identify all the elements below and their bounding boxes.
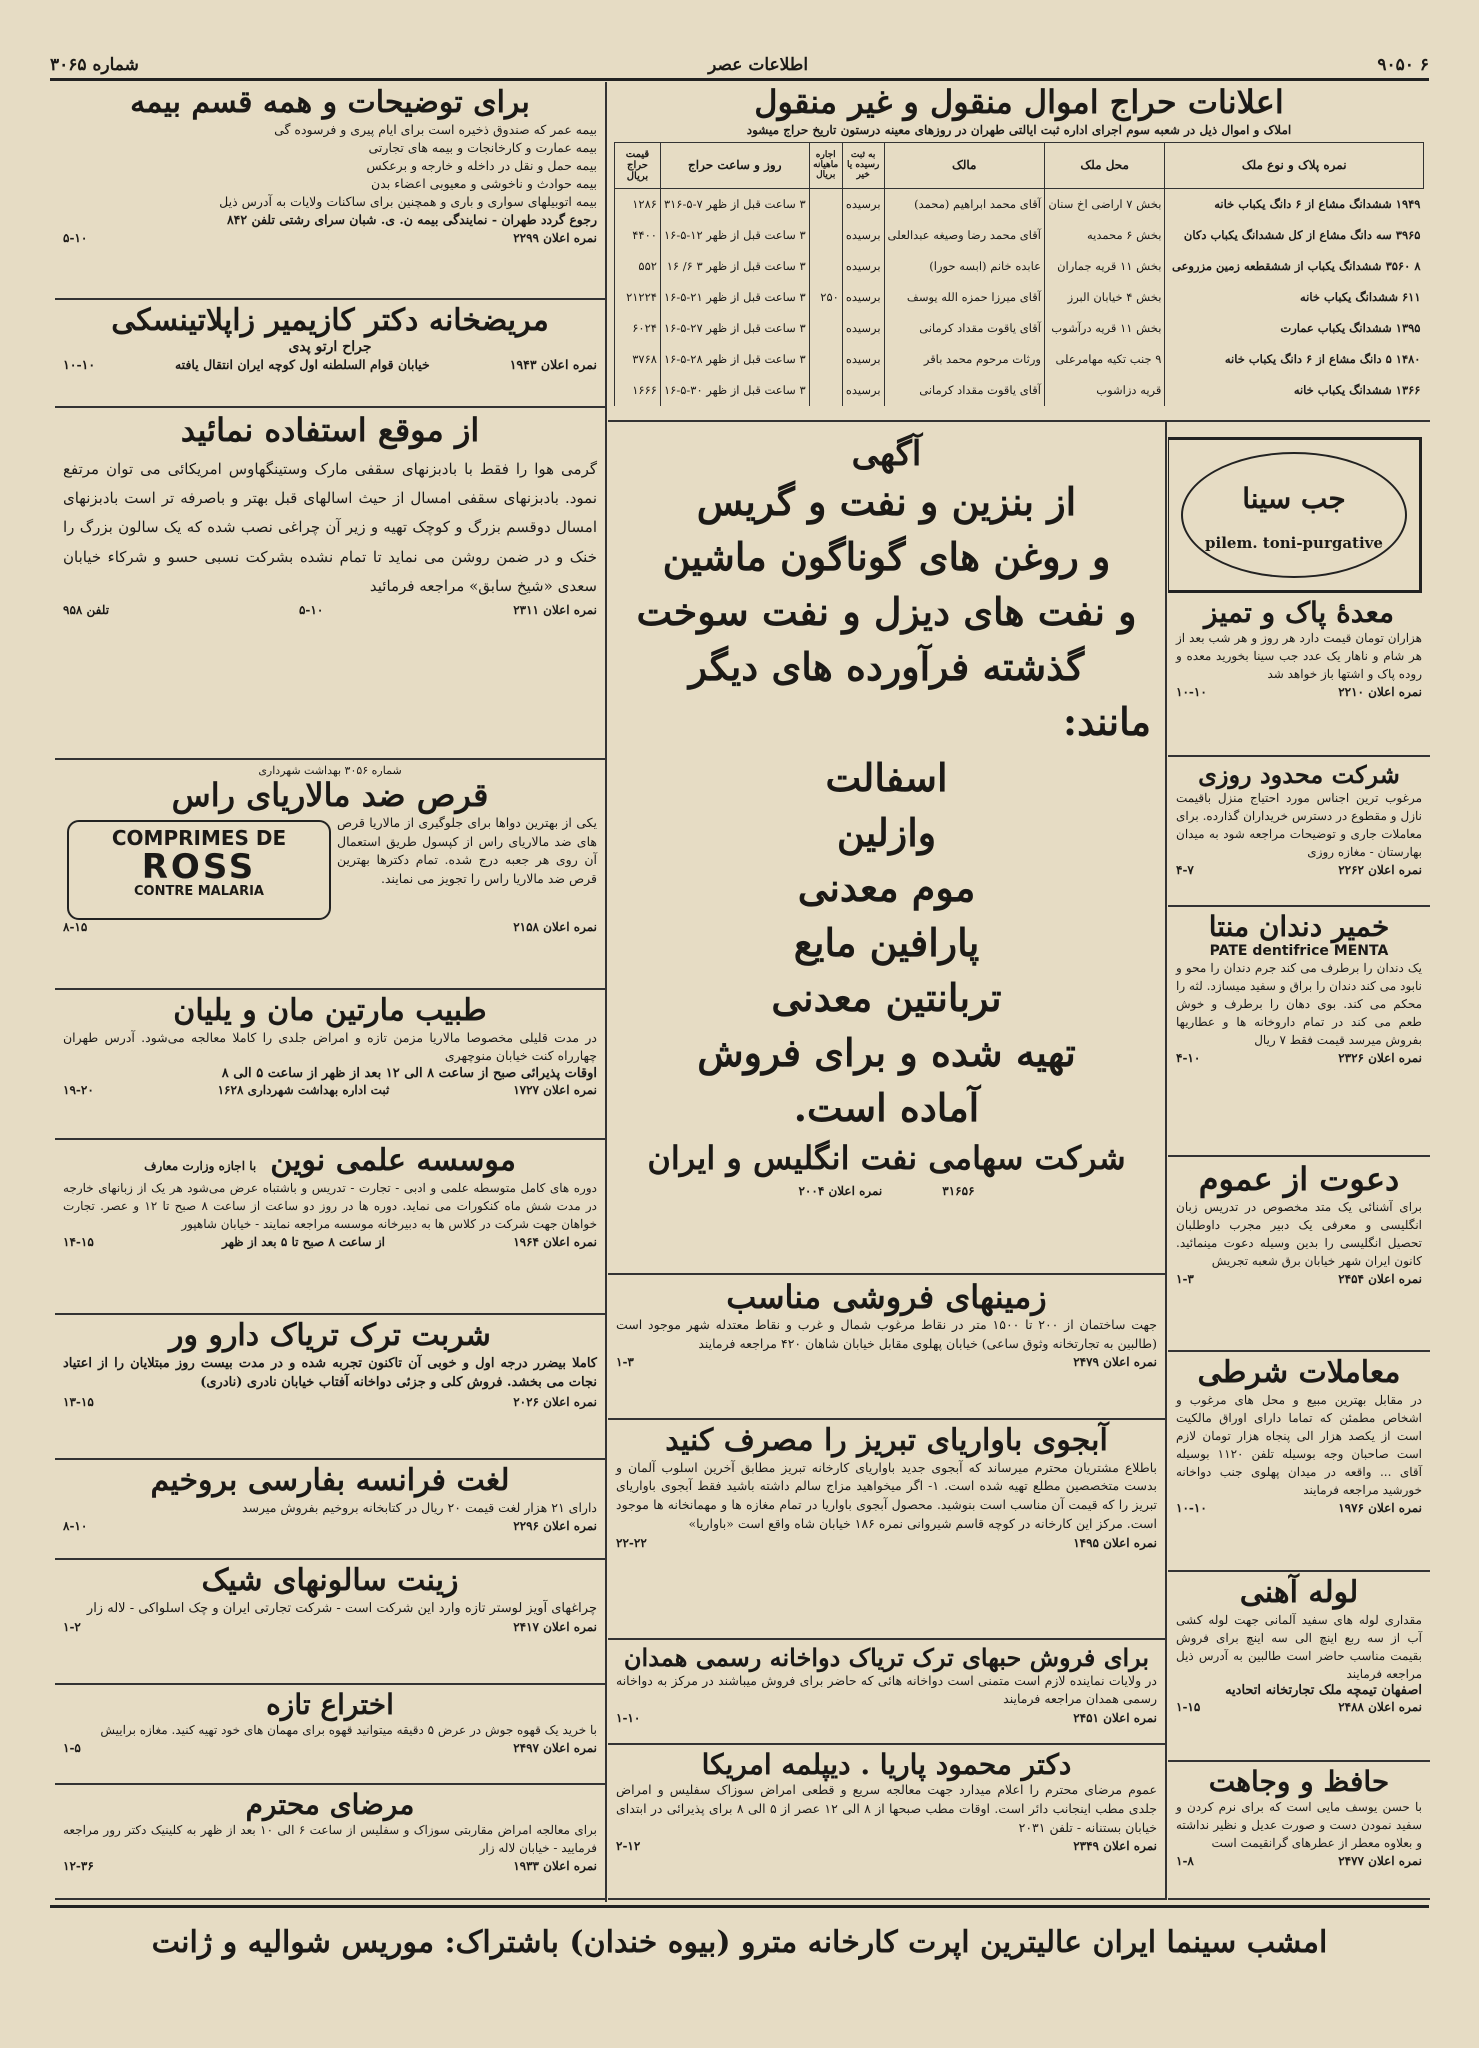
paper-name: اطلاعات عصر [708, 55, 809, 75]
ad-number: نمره اعلان ۱۹۷۶ [1338, 1500, 1422, 1515]
pipe-address: اصفهان تیمچه ملک تجارتخانه اتحادیه [1225, 1682, 1422, 1698]
mahdud-title: شرکت محدود روزی [1198, 760, 1400, 789]
col-time: روز و ساعت حراج [660, 142, 809, 188]
toothpaste-latin: PATE dentifrice MENTA [1209, 943, 1389, 960]
oil-company-ad: آگهی از بنزین و نفت و گریس و روغن های گوناگون ماشین و نفت های دیزل و نفت سوخت گذشته فرآورده های دیگر مانند: اسفالت وازلین موم معدنی پارافین مایع تربانتین معدنی تهیه شده و برای فروش آماده است. شرکت سهامی نفت انگلیس و ایران ۳۱۶۵۶ نمره اعلان ۲۰۰۴ [608, 425, 1165, 1275]
ad-number: نمره اعلان ۲۲۱۰ [1338, 685, 1422, 700]
ad-number: نمره اعلان ۲۳۴۹ [1073, 1839, 1157, 1854]
invention-title: اختراع تازه [266, 1688, 394, 1721]
hospital-ad: مریضخانه دکتر کازیمیر زاپلاتینسکی جراح ارتو پدی نمره اعلان ۱۹۴۳ خیابان قوام السلطنه اول کوچه ایران انتقال یافته ۱۰-۱۰ [55, 300, 605, 408]
insurance-title: برای توضیحات و همه قسم بیمه [130, 85, 530, 120]
oil-heading: آگهی [851, 434, 922, 474]
fans-title: از موقع استفاده نمائید [180, 411, 480, 449]
sina-text: هزاران تومان قیمت دارد هر روز و هر شب بعد از هر شام و ناهار یک عدد جب سینا بخورید معده و روده پاک و اشتها باز خواهد شد [1176, 631, 1422, 682]
malaria-text: یکی از بهترین دواها برای جلوگیری از مالاریا قرص های ضد مالاریای راس از کپسول طریق استعمال آن روی هر جعبه درج شده. تمام دکترها بهترین قرص ضد مالاریا راس را تجویز می نمایند. [337, 814, 597, 887]
col-owner: مالک [884, 142, 1044, 188]
ad-number: نمره اعلان ۲۴۷۹ [1073, 1355, 1157, 1370]
dictionary-ad: لغت فرانسه بفارسی بروخیم دارای ۲۱ هزار لغت قیمت ۲۰ ریال در کتابخانه بروخیم بفروش میرسد نمره اعلان ۲۲۹۶ ۸-۱۰ [55, 1460, 605, 1560]
ad-number: نمره اعلان ۲۴۹۷ [513, 1741, 597, 1756]
fans-ad: از موقع استفاده نمائید گرمی هوا را فقط با بادبزنهای سقفی مارک وستینگهاوس امریکائی می توان مرتفع نمود. بادبزنهای سقفی امسال از حیث اسالهای قبل بهتر و باصرفه تر است بادبزنهای امسال دوقسم بزرگ و کوچک تهیه و زیر آن چراغی نصب شده که یک سالون بزرگ را خنک و در ضمن روشن می نماید تا تمام نشده بشرکت نسبی حسو و شرکاء خیابان سعدی «شیخ سابق» مراجعه فرمائید نمره اعلان ۲۳۱۱ ۵-۱۰ تلفن ۹۵۸ [55, 408, 605, 760]
doctor-pariya-ad: دکتر محمود پاریا . دیپلمه امریکا عموم مرضای محترم را اعلام میدارد جهت معالجه سریع و قطعی امراض سوزاک سفلیس و امراض جلدی مطب اینجانب دائر است. اوقات مطب صبحها از ۸ الی ۱۲ عصر از ۵ الی ۸ برای پذیرائی در ابتدای خیابان بستنانه - تلفن ۲۰۳۱ نمره اعلان ۲۳۴۹ ۲-۱۲ [608, 1745, 1165, 1900]
doctor-martin-ad: طبیب مارتین مان و یلیان در مدت قلیلی مخصوصا مالاریا مزمن تازه و امراض جلدی را کاملا معالجه می‌شود. آدرس طهران چهارراه کنت خیابان منوچهری اوقات پذیرائی صبح از ساعت ۸ الی ۱۲ بعد از ظهر از ساعت ۵ الی ۸ نمره اعلان ۱۷۲۷ ثبت اداره بهداشت شهرداری ۱۶۲۸ ۱۹-۲۰ [55, 990, 605, 1140]
opium-syrup-text: کاملا بیضرر درجه اول و خوبی آن تاکنون تجربه شده و در مدت بیست روز مبتلایان را از اعتیاد نجات می بخشد. فروش کلی و جزئی دواخانه آفتاب خیابان نادری (نادری) [63, 1355, 597, 1390]
invitation-ad: دعوت از عموم برای آشنائی یک متد مخصوص در تدریس زبان انگلیسی و معرفی یک دبیر مجرب داوطلبان تحصیل انگلیسی را بدین وسیله دعوت مینمائید. کانون ایران شهر خیابان برق شعبه تجریش نمره اعلان ۲۴۵۴ ۱-۳ [1168, 1157, 1430, 1352]
table-row: ۶۱۱ ششدانگ یکباب خانه بخش ۴ خیابان البرز آقای میرزا حمزه الله یوسف برسیده ۲۵۰ ۳ ساعت قبل از ظهر ۲۱-۵-۱۶ ۲۱۲۲۴ [615, 282, 1424, 313]
invitation-title: دعوت از عموم [1198, 1160, 1400, 1198]
institute-tag: با اجازه وزارت معارف [144, 1159, 257, 1173]
pipe-ad: لوله آهنی مقداری لوله های سفید آلمانی جهت لوله کشی آب از سه ربع اینچ الی سه اینچ برای فروش بقیمت مناسب حاضر است طالبین به آدرس ذیل مراجعه فرمایند اصفهان تیمچه ملک تجارتخانه اتحادیه نمره اعلان ۲۴۸۸ ۱-۱۵ [1168, 1572, 1430, 1762]
col-price: قیمت حراج بریال [615, 142, 661, 188]
ad-number: نمره اعلان ۲۳۲۶ [1338, 1051, 1422, 1066]
hospital-subtitle: جراح ارتو پدی [288, 338, 372, 355]
beer-title: آبجوی باواریای تبریز را مصرف کنید [665, 1423, 1108, 1458]
land-text: جهت ساختمان از ۲۰۰ تا ۱۵۰۰ متر در نقاط مرغوب شمال و غرب و نقاط معتدله شهر موجود است (طالبین به تجارتخانه وثوق ساعی) خیابان پهلوی مقابل خیابان شاهان ۴۲۰ مراجعه فرمایند [616, 1316, 1158, 1351]
hafez-ad: حافظ و وجاهت با حسن یوسف مایی است که برای نرم کردن و سفید نمودن دست و صورت عدیل و نظیر نداشته و بعلاوه معطر از عطرهای گرانقیمت است نمره اعلان ۲۴۷۷ ۱-۸ [1168, 1762, 1430, 1900]
toothpaste-title: خمیر دندان منتا [1208, 910, 1390, 943]
opium-sale-text: در ولایات نماینده لازم است متمنی است دواخانه هائی که حاضر برای فروش میباشند در مرکز به دواخانه رسمی همدان مراجعه فرمایند [616, 1672, 1157, 1707]
auction-intro: املاک و اموال ذیل در شعبه سوم اجرای اداره ثبت ایالتی طهران در روزهای معینه درستون تاریخ حراج میشود [746, 122, 1292, 137]
sina-stamp-latin: pilem. toni-purgative [1205, 534, 1383, 552]
patients-text: برای معالجه امراض مقاربتی سوزاک و سفلیس از ساعت ۶ الی ۱۰ بعد از ظهر به کلینیک دکتر رور مراجعه فرمایید - خیابان لاله زار [63, 1823, 598, 1856]
doctor-martin-hours: اوقات پذیرائی صبح از ساعت ۸ الی ۱۲ بعد از ظهر از ساعت ۵ الی ۸ [221, 1066, 597, 1081]
table-row: ۱۴۸۰ ۵ دانگ مشاع از ۶ دانگ یکباب خانه ۹ جنب تکیه مهامرعلی ورثات مرحوم محمد باقر برسیده ۳ ساعت قبل از ظهر ۲۸-۵-۱۶ ۳۷۶۸ [615, 344, 1424, 375]
column-divider [1165, 420, 1167, 1900]
trade-ad: معاملات شرطی در مقابل بهترین مبیع و محل های مرغوب و اشخاص مطمئن که تماما دارای اوراق مالکیت است از یکصد هزار الی پنجاه هزار تومان لازم است صاحبان وجه بوسیله تلفن ۱۱۲۰ بوسیله آقای ... واقعه در میدان پهلوی جنب دواخانه خورشید مراجعه فرمایند نمره اعلان ۱۹۷۶ ۱۰-۱۰ [1168, 1352, 1430, 1572]
malaria-ad: شماره ۳۰۵۶ بهداشت شهرداری قرص ضد مالاریای راس COMPRIMES DE ROSS CONTRE MALARIA یکی از بهترین دواها برای جلوگیری از مالاریا قرص های ضد مالاریای راس از کپسول طریق استعمال آن روی هر جعبه درج شده. تمام دکترها بهترین قرص ضد مالاریا راس را تجویز می نمایند. نمره اعلان ۲۱۵۸ ۸-۱۵ [55, 760, 605, 990]
auction-title: اعلانات حراج اموال منقول و غیر منقول [754, 83, 1284, 121]
salons-text: چراغهای آویز لوستر تازه وارد این شرکت است - شرکت تجارتی ایران و چک اسلواکی - لاله زار [86, 1600, 597, 1616]
toothpaste-text: یک دندان را برطرف می کند جرم دندان را محو و نابود می کند دندان را براق و سفید میسازد. لثه را محکم می کند. بوی دهان را برطرف و خوش طعم می کند در تمام داروخانه ها و عطاریها بفروش میرسد قیمت فقط ۷ ریال [1176, 961, 1422, 1048]
doctor-pariya-text: عموم مرضای محترم را اعلام میدارد جهت معالجه سریع و قطعی امراض سوزاک سفلیس و امراض جلدی مطب اینجانب دائر است. اوقات مطب صبحها از ۸ الی ۱۲ عصر از ۵ الی ۸ برای پذیرائی در ابتدای خیابان بستنانه - تلفن ۲۰۳۱ [616, 1782, 1158, 1835]
trade-text: در مقابل بهترین مبیع و محل های مرغوب و اشخاص مطمئن که تماما دارای اوراق مالکیت است از یکصد هزار الی پنجاه هزار تومان لازم است صاحبان وجه بوسیله تلفن ۱۱۲۰ بوسیله آقای ... واقعه در میدان پهلوی جنب دواخانه خورشید مراجعه فرمایند [1176, 1392, 1422, 1497]
ross-pill-label: COMPRIMES DE ROSS CONTRE MALARIA [67, 820, 331, 920]
beer-text: باطلاع مشتریان محترم میرساند که آبجوی جدید باواریای کارخانه تبریز مطابق آخرین اسلوب آلمان و بدست متخصصین مطلع تهیه شده است. ۱- اگر میخواهید مزاج سالم داشته باشید فقط آبجوی باواریای تبریز را که قیمت آن مناسب است بنوشید. محصول آبجوی باواریا در تمام مغازه ها و مهمانخانه ها موجود است. مرکز این کارخانه در کوچه قاسم شیروانی نمره ۱۸۶ خیابان شاه واقع است «باواریا» [616, 1459, 1157, 1531]
insurance-text: بیمه عمر که صندوق ذخیره است برای ایام پیری و فرسوده گی بیمه عمارت و کارخانجات و بیمه های تجارتی بیمه حمل و نقل در داخله و خارجه و برعکس بیمه حوادث و ناخوشی و معیوبی اعضاء بدن بیمه اتوبیلهای سواری و باری و همچنین برای ساکنات ولایات به آدرس ذیل رجوع گردد طهران - نمایندگی بیمه ن. ی. شبان سرای رشتی تلفن ۸۴۲ [219, 121, 597, 228]
salons-ad: زینت سالونهای شیک چراغهای آویز لوستر تازه وارد این شرکت است - شرکت تجارتی ایران و چک اسلواکی - لاله زار نمره اعلان ۲۴۱۷ ۱-۲ [55, 1560, 605, 1685]
oil-line: مانند: [1063, 699, 1151, 745]
trade-title: معاملات شرطی [1197, 1355, 1401, 1390]
oil-company: شرکت سهامی نفت انگلیس و ایران [647, 1139, 1126, 1178]
auction-table [614, 142, 1424, 406]
hafez-title: حافظ و وجاهت [1208, 1765, 1390, 1798]
salons-title: زینت سالونهای شیک [201, 1563, 459, 1598]
institute-text: دوره های کامل متوسطه علمی و ادبی - تجارت - تدریس و باشتباه عرض می‌شود هر یک از زبانهای خارجه در مدت شش ماه کنکورات می نماید. دوره ها در روز دو ساعت از ساعت ۸ صبح تا ۱۲ و عصر. تجارت خواهان جهت شرکت در کلاس ها به دبیرخانه موسسه مراجعه نمایند - خیابان شاهپور [63, 1180, 597, 1231]
table-row: ۱۳۶۶ ششدانگ یکباب خانه قریه دزاشوب آقای یاقوت مقداد کرمانی برسیده ۳ ساعت قبل از ظهر ۳۰-۵-۱۶ ۱۶۶۶ [615, 375, 1424, 406]
hafez-text: با حسن یوسف مایی است که برای نرم کردن و سفید نمودن دست و صورت عدیل و نظیر نداشته و بعلاوه معطر از عطرهای گرانقیمت است [1176, 1800, 1422, 1851]
dictionary-title: لغت فرانسه بفارسی بروخیم [150, 1463, 510, 1498]
table-row: ۳۹۶۵ سه دانگ مشاع از کل ششدانگ یکباب دکان بخش ۶ محمدیه آقای محمد رضا وصیغه عبدالعلی برسیده ۳ ساعت قبل از ظهر ۱۲-۵-۱۶ ۴۴۰۰ [615, 220, 1424, 251]
opium-syrup-ad: شربت ترک تریاک دارو ور کاملا بیضرر درجه اول و خوبی آن تاکنون تجربه شده و در مدت بیست روز مبتلایان را از اعتیاد نجات می بخشد. فروش کلی و جزئی دواخانه آفتاب خیابان نادری (نادری) نمره اعلان ۲۰۲۶ ۱۳-۱۵ [55, 1315, 605, 1460]
footer-text: امشب سینما ایران عالیترین اپرت کارخانه مترو (بیوه خندان) باشتراک: موریس شوالیه و ژانت [151, 1924, 1328, 1960]
sina-stamp [1168, 437, 1422, 593]
opium-syrup-title: شربت ترک تریاک دارو ور [169, 1318, 491, 1353]
ad-number: نمره اعلان ۲۰۲۶ [513, 1394, 597, 1409]
issue-number: شماره ۳۰۶۵ [50, 55, 139, 75]
mahdud-ad: شرکت محدود روزی مرغوب ترین اجناس مورد احتیاج منزل باقیمت نازل و مقطوع در دسترس خریداران گذارده. برای معاملات جاری و توضیحات مراجعه شود به میدان بهارستان - مغازه روزی نمره اعلان ۲۲۶۲ ۴-۷ [1168, 757, 1430, 907]
oil-product: تربانتین معدنی [771, 974, 1002, 1020]
ad-number: نمره اعلان ۲۲۶۲ [1338, 862, 1422, 877]
ad-number: نمره اعلان ۲۲۹۶ [513, 1519, 597, 1534]
sina-ad: جب سینا pilem. toni-purgative معدهٔ پاک و تمیز هزاران تومان قیمت دارد هر روز و هر شب بعد از هر شام و ناهار یک عدد جب سینا بخورید معده و روده پاک و اشتها باز خواهد شد نمره اعلان ۲۲۱۰ ۱۰-۱۰ [1168, 425, 1430, 757]
oil-product: پارافین مایع [793, 919, 980, 965]
oil-closing: تهیه شده و برای فروش [697, 1030, 1076, 1076]
doctor-martin-text: در مدت قلیلی مخصوصا مالاریا مزمن تازه و امراض جلدی را کاملا معالجه می‌شود. آدرس طهران چهارراه کنت خیابان منوچهری [63, 1029, 597, 1064]
patients-ad: مرضای محترم برای معالجه امراض مقاربتی سوزاک و سفلیس از ساعت ۶ الی ۱۰ بعد از ظهر به کلینیک دکتر رور مراجعه فرمایید - خیابان لاله زار نمره اعلان ۱۹۳۳ ۱۲-۳۶ [55, 1785, 605, 1900]
page-header [50, 52, 1429, 81]
auction-ad [608, 82, 1430, 422]
ad-number: نمره اعلان ۲۱۵۸ [513, 919, 597, 934]
institute-ad: موسسه علمی نوین با اجازه وزارت معارف دوره های کامل متوسطه علمی و ادبی - تجارت - تدریس و باشتباه عرض می‌شود هر یک از زبانهای خارجه در مدت شش ماه کنکورات می نماید. دوره ها در روز دو ساعت از ساعت ۸ صبح تا ۱۲ و عصر. تجارت خواهان جهت شرکت در کلاس ها به دبیرخانه موسسه مراجعه نمایند - خیابان شاهپور نمره اعلان ۱۹۶۴ از ساعت ۸ صبح تا ۵ بعد از ظهر ۱۴-۱۵ [55, 1140, 605, 1315]
ad-number: نمره اعلان ۲۴۵۴ [1338, 1271, 1422, 1286]
oil-product: وازلین [836, 809, 937, 855]
land-title: زمینهای فروشی مناسب [726, 1278, 1047, 1316]
column-divider [605, 82, 607, 1902]
pipe-title: لوله آهنی [1239, 1575, 1359, 1610]
doctor-pariya-title: دکتر محمود پاریا . دیپلمه امریکا [701, 1748, 1072, 1781]
ad-number: نمره اعلان ۲۴۸۸ [1338, 1699, 1422, 1714]
institute-title: موسسه علمی نوین [270, 1143, 516, 1178]
oil-line: و نفت های دیزل و نفت سوخت [636, 589, 1137, 635]
ad-number: نمره اعلان ۲۴۵۱ [1073, 1711, 1157, 1726]
phone-number: تلفن ۹۵۸ [63, 603, 110, 618]
ad-number: نمره اعلان ۲۲۹۹ [513, 231, 597, 246]
insurance-ad: برای توضیحات و همه قسم بیمه بیمه عمر که صندوق ذخیره است برای ایام پیری و فرسوده گی بیمه عمارت و کارخانجات و بیمه های تجارتی بیمه حمل و نقل در داخله و خارجه و برعکس بیمه حوادث و ناخوشی و معیوبی اعضاء بدن بیمه اتوبیلهای سواری و باری و همچنین برای ساکنات ولایات به آدرس ذیل رجوع گردد طهران - نمایندگی بیمه ن. ی. شبان سرای رشتی تلفن ۸۴۲ نمره اعلان ۲۲۹۹ ۵-۱۰ [55, 82, 605, 300]
invention-text: با خرید یک قهوه جوش در عرض ۵ دقیقه میتوانید قهوه برای مهمان های خود تهیه کنید. مغازه براییش [100, 1723, 597, 1738]
oil-line: از بنزین و نفت و گریس [696, 479, 1077, 525]
doctor-martin-title: طبیب مارتین مان و یلیان [173, 993, 487, 1028]
footer-banner [50, 1905, 1429, 1978]
patients-title: مرضای محترم [245, 1788, 415, 1821]
opium-sale-title: برای فروش حبهای ترک تریاک دواخانه رسمی همدان [623, 1643, 1150, 1672]
oil-line: و روغن های گوناگون ماشین [662, 534, 1111, 580]
beer-ad: آبجوی باواریای تبریز را مصرف کنید باطلاع مشتریان محترم میرساند که آبجوی جدید باواریای کارخانه تبریز مطابق آخرین اسلوب آلمان و بدست متخصصین مطلع تهیه شده است. ۱- اگر میخواهید مزاج سالم داشته باشید فقط آبجوی باواریای تبریز را که قیمت آن مناسب است بنوشید. محصول آبجوی باواریا در تمام مغازه ها و مهمانخانه ها موجود است. مرکز این کارخانه در کوچه قاسم شیروانی نمره ۱۸۶ خیابان شاه واقع است «باواریا» نمره اعلان ۱۴۹۵ ۲۲-۲۲ [608, 1420, 1165, 1640]
malaria-title: قرص ضد مالاریای راس [171, 776, 489, 814]
mahdud-text: مرغوب ترین اجناس مورد احتیاج منزل باقیمت نازل و مقطوع در دسترس خریداران گذارده. برای معاملات جاری و توضیحات مراجعه شود به میدان بهارستان - مغازه روزی [1176, 790, 1422, 859]
ad-number: نمره اعلان ۲۳۱۱ [513, 603, 597, 618]
oil-product: اسفالت [825, 754, 948, 800]
oil-line: گذشته فرآورده های دیگر [688, 644, 1085, 690]
table-row: ۱۳۹۵ ششدانگ یکباب عمارت بخش ۱۱ قریه درآشوب آقای یاقوت مقداد کرمانی برسیده ۳ ساعت قبل از ظهر ۲۷-۵-۱۶ ۶۰۲۴ [615, 313, 1424, 344]
sina-stamp-brand: جب سینا [1242, 482, 1346, 515]
ad-number: نمره اعلان ۲۴۱۷ [513, 1620, 597, 1634]
col-registered: به ثبت رسیده یا خیر [842, 142, 884, 188]
hospital-title: مریضخانه دکتر کازیمیر زاپلاتینسکی [111, 303, 549, 338]
hospital-address: خیابان قوام السلطنه اول کوچه ایران انتقال یافته [174, 356, 430, 372]
table-row: ۱۹۴۹ ششدانگ مشاع از ۶ دانگ یکباب خانه بخش ۷ اراضی اخ سنان آقای محمد ابراهیم (محمد) برسیده ۳ ساعت قبل از ظهر ۷-۵-۳۱۶ ۱۲۸۶ [615, 188, 1424, 220]
pipe-text: مقداری لوله های سفید آلمانی جهت لوله کشی آب از سه ربع اینچ الی سه اینچ برای فروش بقیمت مناسب حاضر است طالبین به آدرس ذیل مراجعه فرمایند [1176, 1612, 1422, 1681]
col-location: محل ملک [1044, 142, 1164, 188]
ad-number: نمره اعلان ۱۹۶۴ [513, 1234, 597, 1249]
table-row: ۸ ۳۵۶۰ ششدانگ یکباب از ششقطعه زمین مزروعی بخش ۱۱ قریه جماران عابده خانم (ابسه حورا) برسیده ۳ ساعت قبل از ظهر ۳ ۶/ ۱۶ ۵۵۲ [615, 251, 1424, 282]
col-rent: اجاره ماهیانه بریال [809, 142, 842, 188]
dictionary-text: دارای ۲۱ هزار لغت قیمت ۲۰ ریال در کتابخانه بروخیم بفروش میرسد [242, 1499, 597, 1515]
ad-number: نمره اعلان ۱۴۹۵ [1073, 1535, 1157, 1550]
ad-number: نمره اعلان ۲۴۷۷ [1338, 1854, 1422, 1869]
invitation-text: برای آشنائی یک متد مخصوص در تدریس زبان انگلیسی و معرفی یک دبیر مجرب داوطلبان تحصیل انگلیسی را بدین وسیله دعوت مینمائید. کانون ایران شهر خیابان برق شعبه تجریش [1176, 1199, 1422, 1268]
land-ad: زمینهای فروشی مناسب جهت ساختمان از ۲۰۰ تا ۱۵۰۰ متر در نقاط مرغوب شمال و غرب و نقاط معتدله شهر موجود است (طالبین به تجارتخانه وثوق ساعی) خیابان پهلوی مقابل خیابان شاهان ۴۲۰ مراجعه فرمایند نمره اعلان ۲۴۷۹ ۱-۳ [608, 1275, 1165, 1420]
invention-ad: اختراع تازه با خرید یک قهوه جوش در عرض ۵ دقیقه میتوانید قهوه برای مهمان های خود تهیه کنید. مغازه براییش نمره اعلان ۲۴۹۷ ۱-۵ [55, 1685, 605, 1785]
ad-number: نمره اعلان ۱۹۳۳ [513, 1859, 597, 1874]
opium-sale-ad: برای فروش حبهای ترک تریاک دواخانه رسمی همدان در ولایات نماینده لازم است متمنی است دواخانه هائی که حاضر برای فروش میباشند در مرکز به دواخانه رسمی همدان مراجعه فرمایند نمره اعلان ۲۴۵۱ ۱-۱۰ [608, 1640, 1165, 1745]
ad-number: نمره اعلان ۱۷۲۷ [513, 1083, 597, 1097]
ad-number: نمره اعلان ۲۰۰۴ [798, 1183, 883, 1198]
toothpaste-ad: خمیر دندان منتا PATE dentifrice MENTA یک دندان را برطرف می کند جرم دندان را محو و نابود می کند دندان را براق و سفید میسازد. لثه را محکم می کند. بوی دهان را برطرف و خوش طعم می کند در تمام داروخانه ها و عطاریها بفروش میرسد قیمت فقط ۷ ریال نمره اعلان ۲۳۲۶ ۴-۱۰ [1168, 907, 1430, 1157]
col-plate: نمره پلاک و نوع ملک [1165, 142, 1424, 188]
oil-closing: آماده است. [793, 1085, 980, 1131]
malaria-permit: شماره ۳۰۵۶ بهداشت شهرداری [258, 764, 402, 777]
fans-text: گرمی هوا را فقط با بادبزنهای سقفی مارک وستینگهاوس امریکائی می توان مرتفع نمود. بادبزنهای سقفی امسال از حیث اسالهای قبل بهتر و باصرفه تر است بادبزنهای امسال دوقسم بزرگ و کوچک تهیه و زیر آن چراغی نصب شده که یک سالون بزرگ را خنک و در ضمن روشن می نماید تا تمام نشده بشرکت نسبی حسو و شرکاء خیابان سعدی «شیخ سابق» مراجعه فرمائید [63, 459, 597, 595]
page-number: ۶ ۹۰۵۰ [1377, 55, 1429, 75]
sina-title: معدهٔ پاک و تمیز [1204, 596, 1394, 629]
oil-product: موم معدنی [797, 864, 976, 910]
ad-number: نمره اعلان ۱۹۴۳ [509, 356, 597, 372]
